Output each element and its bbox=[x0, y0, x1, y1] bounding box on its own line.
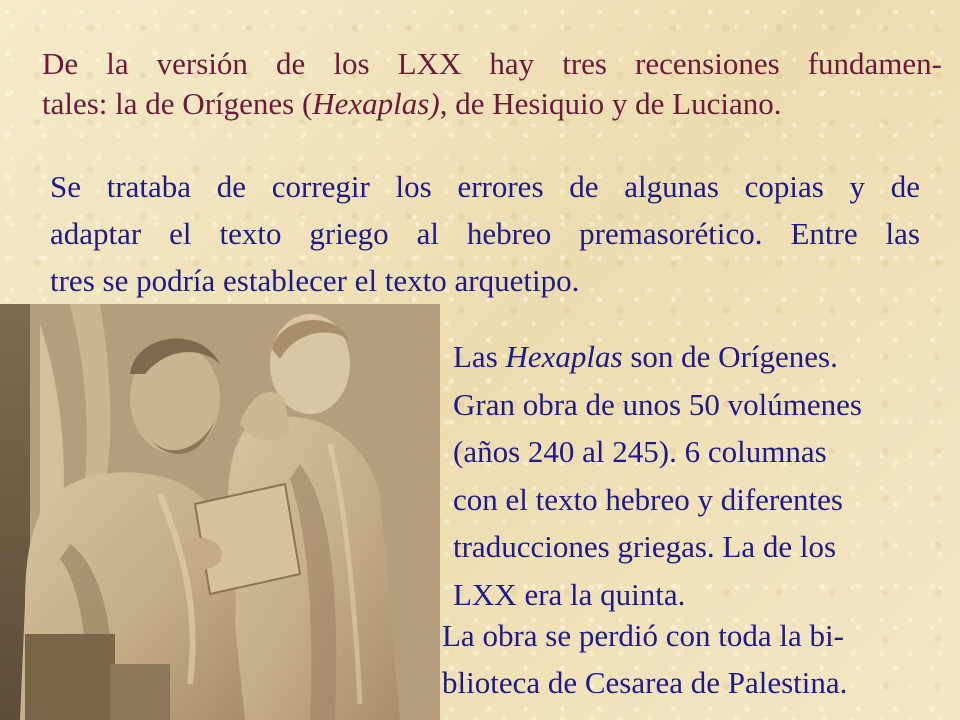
paragraph-hexaplas-line-3: (años 240 al 245). 6 columnas bbox=[453, 434, 827, 469]
paragraph-biblioteca-line-2: blioteca de Cesarea de Palestina. bbox=[442, 665, 848, 700]
relief-illustration bbox=[0, 304, 440, 720]
stone-relief-image bbox=[0, 304, 440, 720]
hexaplas-line1-italic: Hexaplas bbox=[505, 339, 623, 374]
paragraph-biblioteca bbox=[442, 612, 942, 706]
paragraph-recensiones-line-1: De la versión de los LXX hay tres recensiones fundamen- bbox=[42, 46, 942, 81]
paragraph-corregir-line-2: adaptar el texto griego al hebreo premasorético. Entre las bbox=[50, 216, 920, 251]
paragraph-hexaplas-line-2: Gran obra de unos 50 volúmenes bbox=[453, 386, 862, 422]
line2-before: tales: la de Orígenes ( bbox=[42, 86, 313, 121]
hexaplas-italic: Hexaplas) bbox=[312, 86, 440, 121]
paragraph-hexaplas-line-5: traducciones griegas. La de los bbox=[453, 529, 837, 564]
paragraph-corregir-line-1: Se trataba de corregir los errores de algunas copias y de bbox=[50, 169, 920, 204]
paragraph-recensiones-line-2 bbox=[42, 84, 942, 124]
paragraph-hexaplas bbox=[453, 333, 953, 618]
hexaplas-line1-after: son de Orígenes. bbox=[622, 339, 838, 374]
paragraph-hexaplas-line-1 bbox=[453, 333, 953, 381]
paragraph-corregir bbox=[50, 163, 920, 304]
paragraph-hexaplas-line-6: LXX era la quinta. bbox=[453, 576, 686, 612]
hexaplas-line1-before: Las bbox=[453, 339, 506, 374]
line2-after: , de Hesiquio y de Luciano. bbox=[439, 86, 782, 121]
paragraph-corregir-line-3: tres se podría establecer el texto arquetipo. bbox=[50, 263, 580, 298]
paragraph-recensiones bbox=[42, 44, 942, 124]
paragraph-biblioteca-line-1: La obra se perdió con toda la bi- bbox=[442, 618, 844, 653]
paragraph-hexaplas-line-4: con el texto hebreo y diferentes bbox=[453, 481, 843, 517]
